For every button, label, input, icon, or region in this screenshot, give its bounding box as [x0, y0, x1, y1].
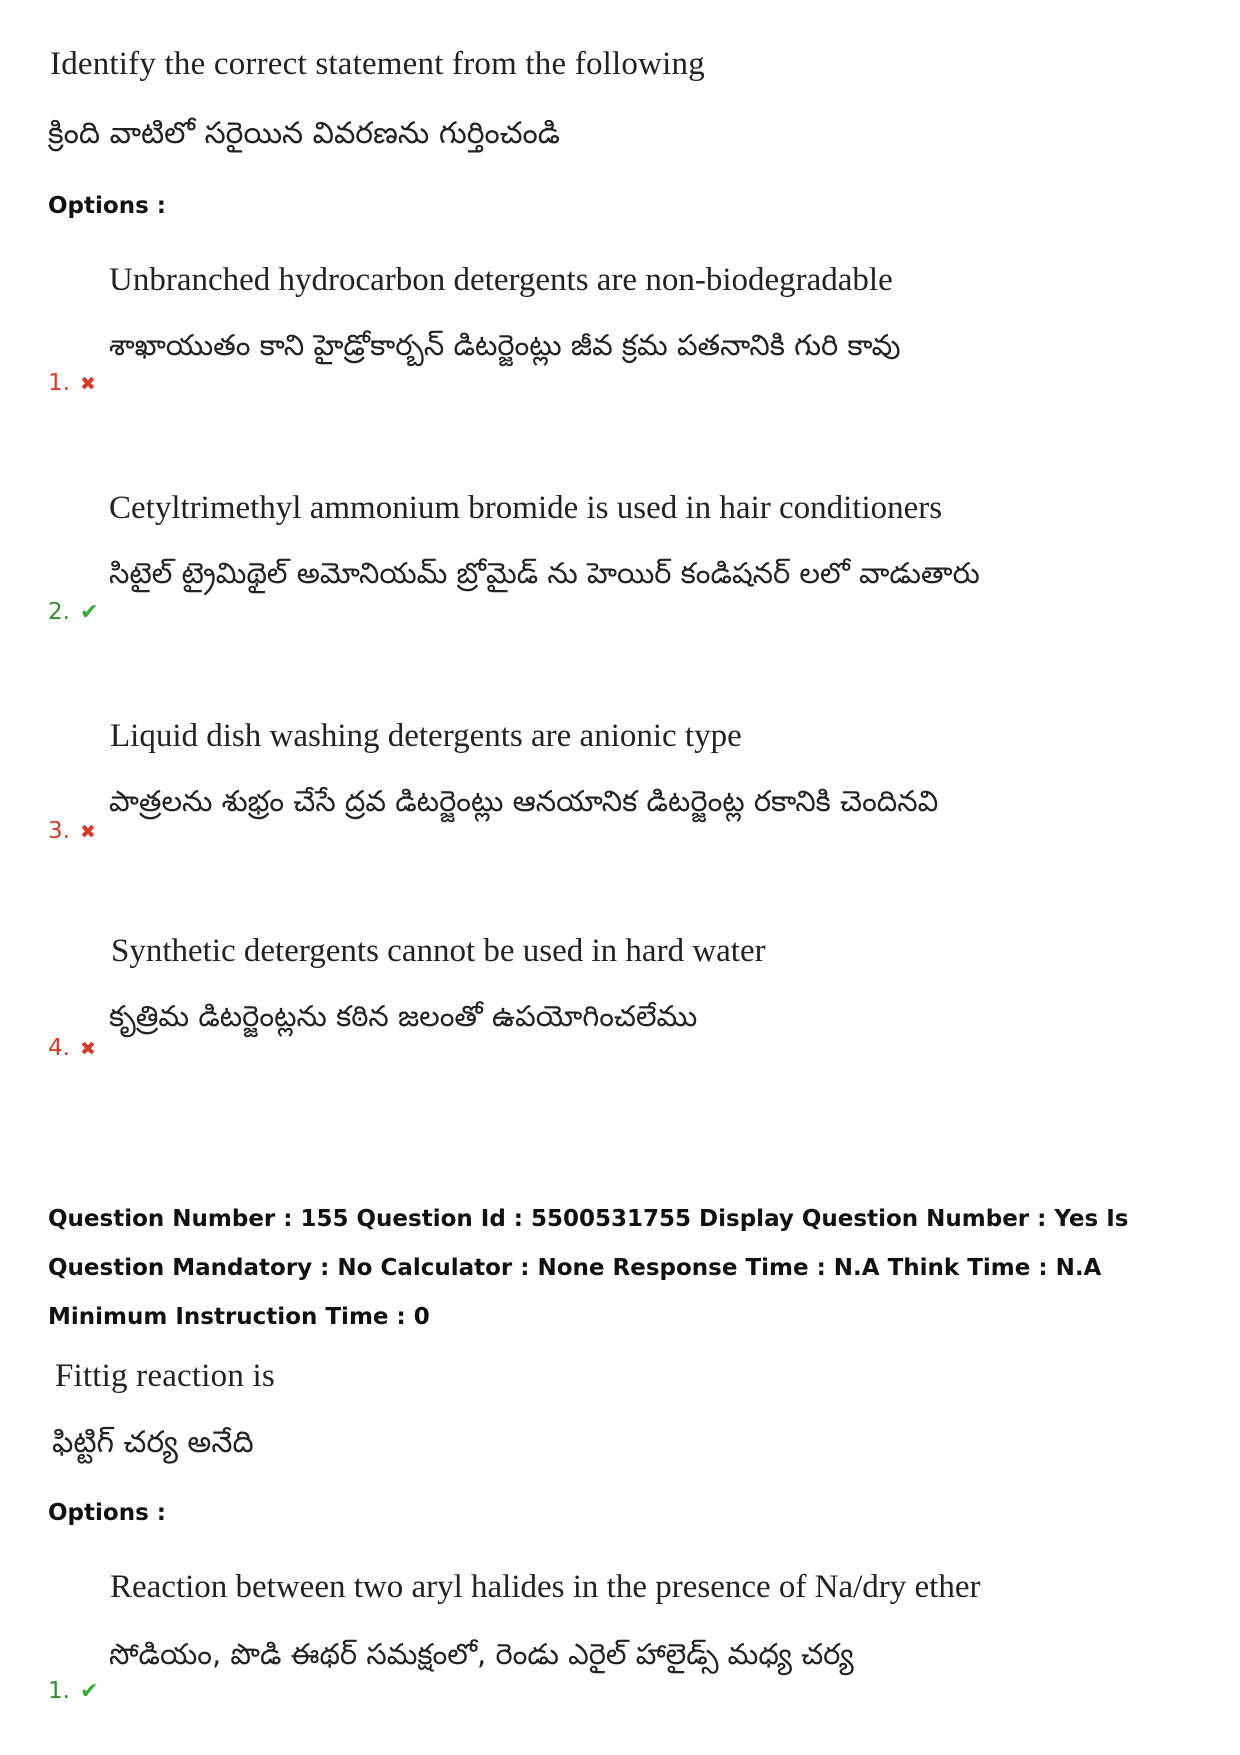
option-number: 3.	[48, 818, 70, 844]
cross-icon: ✖	[79, 373, 96, 395]
cross-icon: ✖	[79, 1038, 96, 1060]
option-1-number	[48, 370, 96, 396]
question-stem-english: Identify the correct statement from the following	[50, 46, 705, 82]
option-1-text-english: Reaction between two aryl halides in the presence of Na/dry ether	[110, 1569, 981, 1605]
option-number: 2.	[48, 599, 70, 625]
options-label: Options :	[48, 1500, 166, 1526]
option-1-number	[48, 1678, 98, 1704]
option-4-text-telugu: కృత్రిమ డిటర్జెంట్లను కఠిన జలంతో ఉపయోగించలేము	[109, 999, 698, 1033]
option-number: 1.	[48, 1678, 70, 1704]
option-3-number	[48, 818, 96, 844]
option-number: 4.	[48, 1035, 70, 1061]
check-icon: ✔	[79, 600, 99, 625]
option-1-text-english: Unbranched hydrocarbon detergents are non-biodegradable	[109, 262, 893, 298]
option-4-number	[48, 1035, 96, 1061]
question-stem-english: Fittig reaction is	[55, 1358, 275, 1394]
cross-icon: ✖	[79, 821, 96, 843]
option-4-text-english: Synthetic detergents cannot be used in hard water	[111, 933, 766, 969]
question-metadata: Question Number : 155 Question Id : 5500531755 Display Question Number : Yes Is Question Mandatory : No Calculator : None Response Time : N.A Think Time : N.A Minimum Instruction Time : 0	[48, 1206, 1129, 1330]
check-icon: ✔	[79, 1679, 99, 1704]
option-1-text-telugu: సోడియం, పొడి ఈథర్ సమక్షంలో, రెండు ఎరైల్ హాలైడ్స్ మధ్య చర్య	[109, 1637, 854, 1671]
question-stem-telugu: ఫిట్టిగ్ చర్య అనేది	[52, 1425, 254, 1460]
option-3-text-telugu: పాత్రలను శుభ్రం చేసే ద్రవ డిటర్జెంట్లు ఆనయానిక డిటర్జెంట్ల రకానికి చెందినవి	[109, 784, 939, 818]
option-1-text-telugu: శాఖాయుతం కాని హైడ్రోకార్బన్ డిటర్జెంట్లు జీవ క్రమ పతనానికి గురి కావు	[109, 328, 901, 362]
option-number: 1.	[48, 370, 70, 396]
options-label: Options :	[48, 193, 166, 219]
option-2-text-english: Cetyltrimethyl ammonium bromide is used in hair conditioners	[109, 490, 943, 526]
option-3-text-english: Liquid dish washing detergents are anionic type	[110, 718, 742, 754]
option-2-number	[48, 599, 98, 625]
option-2-text-telugu: సిటైల్ ట్రైమిథైల్ అమోనియమ్ బ్రోమైడ్ ను హెయిర్ కండిషనర్ లలో వాడుతారు	[109, 556, 980, 590]
question-stem-telugu: క్రింది వాటిలో సరైయిన వివరణను గుర్తించండి	[48, 116, 560, 151]
